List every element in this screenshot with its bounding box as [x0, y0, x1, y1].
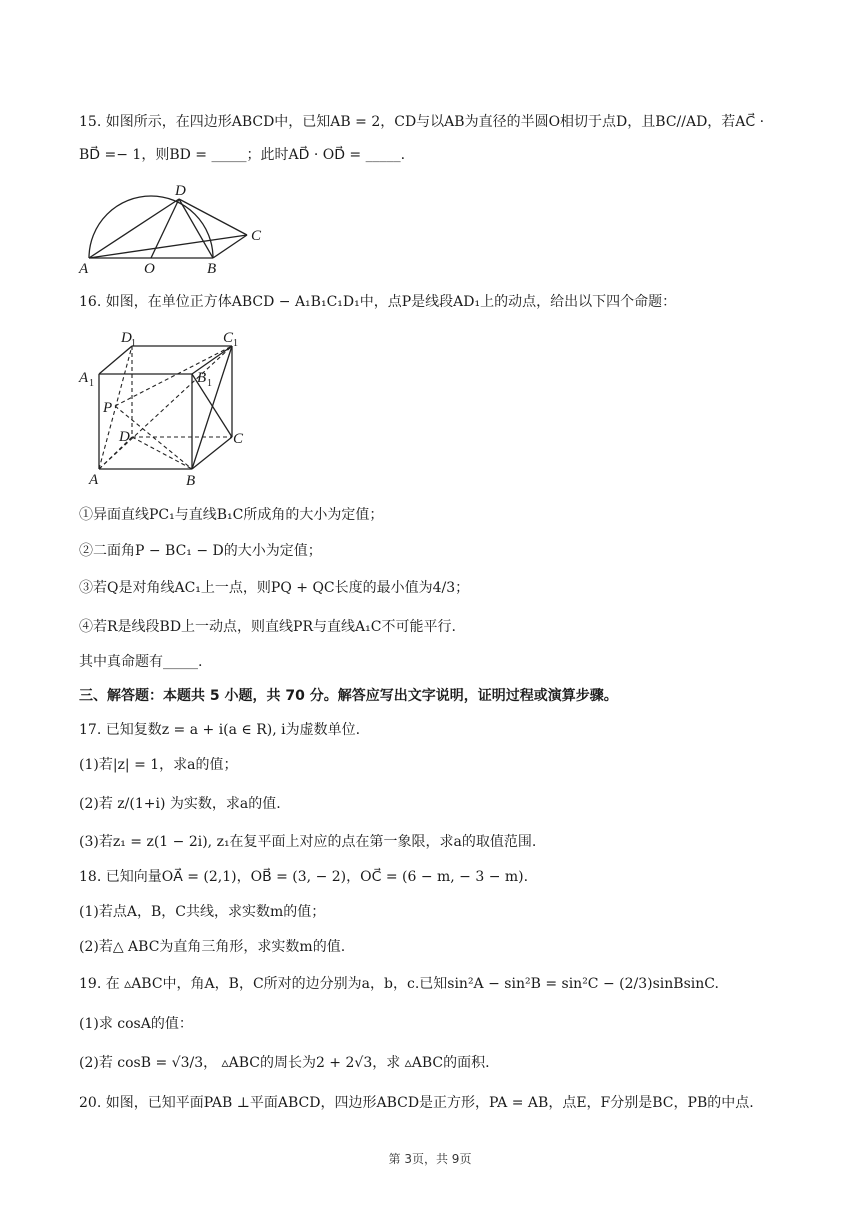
q15-label-c: C	[251, 228, 262, 244]
q16-label-a: A	[89, 472, 99, 488]
q15-label-b: B	[207, 261, 217, 277]
q15-line-2: BD⃗ =− 1，则BD = _____；此时AD⃗ · OD⃗ = _____.	[79, 147, 406, 163]
q15-line-1: 15. 如图所示，在四边形ABCD中，已知AB = 2，CD与以AB为直径的半圆O相切于点D，且BC//AD，若AC⃗ ·	[79, 114, 765, 130]
page-footer: 第 3页，共 9页	[388, 1152, 472, 1166]
q15-label-d: D	[175, 183, 186, 199]
q16-sub-b1: 1	[207, 378, 212, 389]
q16-label-c1: C	[223, 330, 234, 346]
q18-part-1: (1)若点A，B，C共线，求实数m的值；	[79, 904, 326, 920]
q19-part-2: (2)若 cosB = √3/3， ▵ABC的周长为2 + 2√3，求 ▵ABC的面积.	[79, 1055, 490, 1071]
q16-tail: 其中真命题有_____.	[79, 654, 203, 670]
q16-label-d1: D	[121, 330, 132, 346]
q20-stem: 20. 如图，已知平面PAB ⊥平面ABCD，四边形ABCD是正方形，PA = AB，点E，F分别是BC，PB的中点.	[79, 1095, 754, 1111]
q16-label-p: P	[103, 400, 113, 416]
q16-label-b: B	[186, 473, 196, 489]
q15-semicircle-figure	[75, 178, 275, 278]
q16-cube-figure	[75, 322, 255, 492]
q17-stem: 17. 已知复数z = a + i(a ∈ R), i为虚数单位.	[79, 722, 361, 738]
q18-part-2: (2)若△ ABC为直角三角形，求实数m的值.	[79, 939, 346, 955]
q17-part-2: (2)若 z/(1+i) 为实数，求a的值.	[79, 796, 281, 812]
q19-part-1: (1)求 cosA的值：	[79, 1016, 193, 1032]
q16-label-d: D	[119, 429, 130, 445]
q17-part-3: (3)若z₁ = z(1 − 2i), z₁在复平面上对应的点在第一象限，求a的取值范围.	[79, 834, 537, 850]
q16-sub-c1: 1	[233, 338, 238, 349]
q16-item-2: ②二面角P − BC₁ − D的大小为定值；	[79, 543, 322, 559]
q15-label-o: O	[144, 261, 155, 277]
q15-label-a: A	[79, 261, 89, 277]
q16-sub-a1: 1	[89, 378, 94, 389]
q16-label-b1: B	[197, 370, 207, 386]
section-3-heading: 三、解答题：本题共 5 小题，共 70 分。解答应写出文字说明，证明过程或演算步骤。	[79, 688, 618, 704]
q18-stem: 18. 已知向量OA⃗ = (2,1)，OB⃗ = (3, − 2)，OC⃗ = (6 − m, − 3 − m).	[79, 869, 529, 885]
q16-item-4: ④若R是线段BD上一动点，则直线PR与直线A₁C不可能平行.	[79, 619, 456, 635]
q16-item-1: ①异面直线PC₁与直线B₁C所成角的大小为定值；	[79, 507, 384, 523]
q16-sub-d1: 1	[131, 338, 136, 349]
q19-stem: 19. 在 ▵ABC中，角A，B，C所对的边分别为a，b，c.已知sin²A − sin²B = sin²C − (2/3)sinBsinC.	[79, 976, 719, 992]
q16-label-c: C	[233, 431, 244, 447]
q17-part-1: (1)若|z| = 1，求a的值；	[79, 757, 238, 773]
q16-item-3: ③若Q是对角线AC₁上一点，则PQ + QC长度的最小值为4/3；	[79, 580, 470, 596]
q16-stem: 16. 如图，在单位正方体ABCD − A₁B₁C₁D₁中，点P是线段AD₁上的动点，给出以下四个命题：	[79, 294, 677, 310]
q16-label-a1: A	[79, 370, 89, 386]
